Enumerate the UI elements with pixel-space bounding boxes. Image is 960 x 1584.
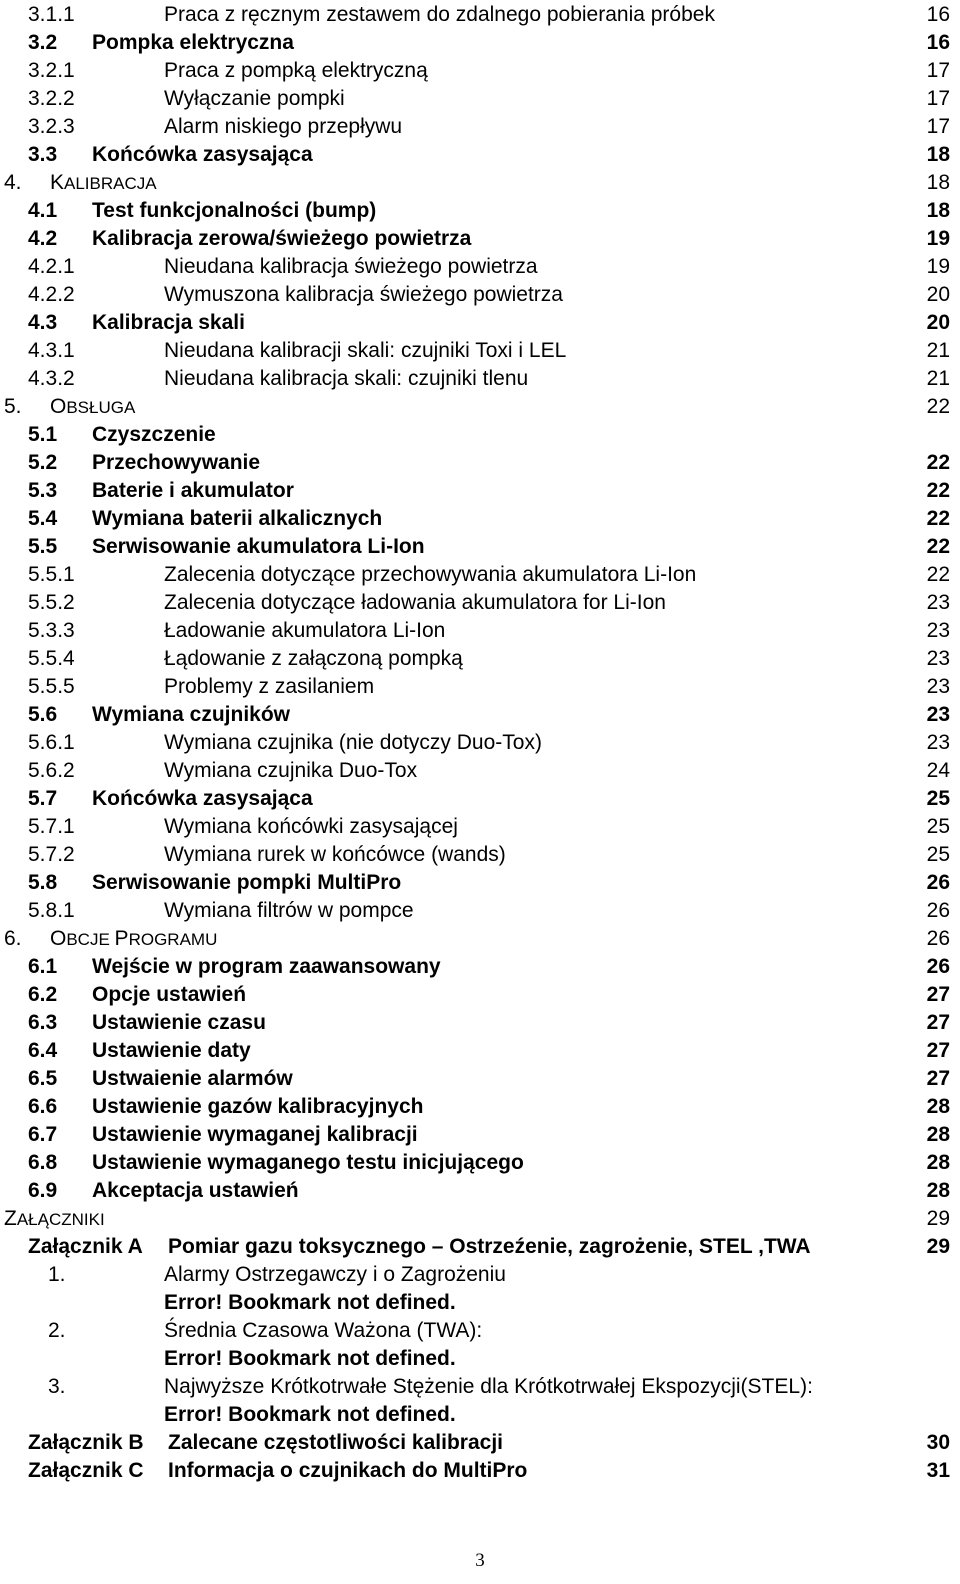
toc-entry-number: 6.1 <box>28 955 58 978</box>
toc-entry[interactable] <box>0 728 960 758</box>
toc-entry[interactable] <box>0 616 960 646</box>
toc-entry-title: Baterie i akumulator <box>92 479 294 502</box>
toc-entry-title: Wymiana końcówki zasysającej <box>164 815 458 838</box>
toc-entry[interactable] <box>0 1344 960 1374</box>
toc-entry[interactable] <box>0 756 960 786</box>
toc-entry-number: Załącznik C <box>28 1459 144 1482</box>
toc-entry[interactable] <box>0 812 960 842</box>
toc-entry-title: Wymiana czujnika (nie dotyczy Duo-Tox) <box>164 731 542 754</box>
toc-entry-page: 27 <box>926 1039 950 1062</box>
toc-entry-page: 21 <box>926 367 950 390</box>
toc-entry-page: 26 <box>926 927 950 950</box>
toc-entry-page: 28 <box>926 1151 950 1174</box>
toc-entry[interactable] <box>0 168 960 198</box>
toc-entry-number: 5.3.3 <box>28 619 75 642</box>
toc-entry-title: Praca z pompką elektryczną <box>164 59 428 82</box>
toc-entry-title: Wymiana czujnika Duo-Tox <box>164 759 418 782</box>
toc-entry-number: 5.7.2 <box>28 843 75 866</box>
toc-entry[interactable] <box>0 1400 960 1430</box>
toc-entry-number: 4.2.2 <box>28 283 75 306</box>
toc-entry-page: 27 <box>926 983 950 1006</box>
toc-entry-title: Opcje ustawień <box>92 983 247 1006</box>
toc-entry-title: Praca z ręcznym zestawem do zdalnego pobierania próbek <box>164 3 715 26</box>
toc-entry[interactable] <box>0 420 960 450</box>
toc-entry-page: 20 <box>926 311 950 334</box>
toc-entry[interactable] <box>0 1372 960 1402</box>
toc-entry-title: Serwisowanie pompki MultiPro <box>92 871 402 894</box>
toc-entry-page: 17 <box>926 115 950 138</box>
toc-entry-page: 18 <box>926 143 950 166</box>
toc-entry-number: 4.3.1 <box>28 339 75 362</box>
toc-entry-title: OBCJE PROGRAMU <box>50 927 218 950</box>
toc-entry-title: Wyłączanie pompki <box>164 87 345 110</box>
toc-entry[interactable] <box>0 1204 960 1234</box>
toc-entry-page: 16 <box>926 3 950 26</box>
toc-entry-title: Końcówka zasysająca <box>92 143 313 166</box>
toc-entry[interactable] <box>0 700 960 730</box>
toc-entry-number: 6.5 <box>28 1067 58 1090</box>
toc-entry[interactable] <box>0 588 960 618</box>
toc-entry-title: Ustawienie wymaganego testu inicjującego <box>92 1151 524 1174</box>
toc-entry[interactable] <box>0 1008 960 1038</box>
toc-entry-number: Załącznik A <box>28 1235 143 1258</box>
toc-entry-title: Nieudana kalibracji skali: czujniki Toxi i LEL <box>164 339 567 362</box>
toc-entry-number: 5.4 <box>28 507 58 530</box>
toc-entry-number: 3.2.3 <box>28 115 75 138</box>
toc-entry-number: 3.2.2 <box>28 87 75 110</box>
toc-entry-page: 18 <box>926 199 950 222</box>
toc-entry-page: 28 <box>926 1095 950 1118</box>
toc-entry-page: 17 <box>926 59 950 82</box>
toc-entry-page: 27 <box>926 1067 950 1090</box>
toc-entry[interactable] <box>0 280 960 310</box>
toc-entry-title: Łądowanie z załączoną pompką <box>164 647 463 670</box>
toc-entry-page: 23 <box>926 647 950 670</box>
toc-entry-number: 6.8 <box>28 1151 58 1174</box>
toc-entry-number: 6.3 <box>28 1011 58 1034</box>
toc-entry-number: 4.3.2 <box>28 367 75 390</box>
toc-entry-page: 16 <box>926 31 950 54</box>
toc-entry[interactable] <box>0 1120 960 1150</box>
toc-entry[interactable] <box>0 84 960 114</box>
toc-entry[interactable] <box>0 28 960 58</box>
toc-entry[interactable] <box>0 0 960 30</box>
toc-entry-title: Kalibracja skali <box>92 311 245 334</box>
toc-entry-page: 24 <box>926 759 950 782</box>
toc-entry-page: 20 <box>926 283 950 306</box>
toc-entry-number: 5.5 <box>28 535 58 558</box>
toc-entry-page: 22 <box>926 563 950 586</box>
toc-entry-title: Wejście w program zaawansowany <box>92 955 441 978</box>
toc-entry[interactable] <box>0 364 960 394</box>
toc-entry-page: 26 <box>926 871 950 894</box>
toc-entry[interactable] <box>0 1176 960 1206</box>
toc-entry[interactable] <box>0 56 960 86</box>
toc-entry-page: 22 <box>926 395 950 418</box>
toc-entry-title: Error! Bookmark not defined. <box>164 1347 456 1370</box>
toc-entry-title: Ustawienie daty <box>92 1039 251 1062</box>
toc-entry-title: Wymiana baterii alkalicznych <box>92 507 383 530</box>
toc-entry[interactable] <box>0 504 960 534</box>
toc-entry[interactable] <box>0 112 960 142</box>
toc-entry-number: 5.8.1 <box>28 899 75 922</box>
toc-entry[interactable] <box>0 1428 960 1458</box>
toc-entry[interactable] <box>0 476 960 506</box>
toc-entry-number: 4.2 <box>28 227 58 250</box>
toc-entry-title: Czyszczenie <box>92 423 216 446</box>
toc-entry-number: 6.4 <box>28 1039 58 1062</box>
toc-entry-title: Alarm niskiego przepływu <box>164 115 403 138</box>
toc-entry[interactable] <box>0 252 960 282</box>
toc-entry-number: 5.7.1 <box>28 815 75 838</box>
toc-entry-title: Ustawienie wymaganej kalibracji <box>92 1123 418 1146</box>
toc-entry-number: 6.2 <box>28 983 58 1006</box>
toc-entry-number: 5.8 <box>28 871 58 894</box>
toc-entry-title: ZAŁĄCZNIKI <box>4 1207 105 1230</box>
toc-entry-page: 19 <box>926 227 950 250</box>
toc-entry-number: 4.1 <box>28 199 58 222</box>
toc-entry-title: OBSŁUGA <box>50 395 136 418</box>
toc-entry-number: 6. <box>4 927 22 950</box>
toc-entry-title: Wymiana czujników <box>92 703 290 726</box>
toc-entry-page: 23 <box>926 703 950 726</box>
toc-entry-page: 23 <box>926 675 950 698</box>
toc-entry-number: 3.3 <box>28 143 58 166</box>
toc-entry-title: Pompka elektryczna <box>92 31 294 54</box>
toc-entry-number: 5.5.5 <box>28 675 75 698</box>
toc-entry-title: Zalecenia dotyczące przechowywania akumulatora Li-Ion <box>164 563 697 586</box>
toc-entry-page: 29 <box>926 1207 950 1230</box>
toc-entry-number: 5.2 <box>28 451 58 474</box>
toc-entry-number: 5.5.1 <box>28 563 75 586</box>
toc-entry-number: 5. <box>4 395 22 418</box>
toc-entry-title: Kalibracja zerowa/świeżego powietrza <box>92 227 472 250</box>
toc-entry-title: Problemy z zasilaniem <box>164 675 375 698</box>
toc-entry-page: 26 <box>926 899 950 922</box>
toc-entry[interactable] <box>0 448 960 478</box>
toc-entry-title: Test funkcjonalności (bump) <box>92 199 377 222</box>
toc-entry[interactable] <box>0 840 960 870</box>
toc-entry[interactable] <box>0 336 960 366</box>
toc-entry[interactable] <box>0 1092 960 1122</box>
toc-entry[interactable] <box>0 560 960 590</box>
toc-entry-number: 5.3 <box>28 479 58 502</box>
toc-entry-number: 3.1.1 <box>28 3 75 26</box>
toc-entry[interactable] <box>0 980 960 1010</box>
toc-entry-title: Zalecane częstotliwości kalibracji <box>168 1431 503 1454</box>
toc-entry-number: 5.6.2 <box>28 759 75 782</box>
toc-entry-number: 3.2.1 <box>28 59 75 82</box>
toc-entry-page: 19 <box>926 255 950 278</box>
toc-entry-number: 6.9 <box>28 1179 58 1202</box>
toc-entry-title: Przechowywanie <box>92 451 261 474</box>
toc-entry-title: Error! Bookmark not defined. <box>164 1291 456 1314</box>
toc-entry-page: 23 <box>926 731 950 754</box>
toc-entry[interactable] <box>0 1288 960 1318</box>
toc-entry-title: Informacja o czujnikach do MultiPro <box>168 1459 528 1482</box>
toc-entry-title: Ustawienie gazów kalibracyjnych <box>92 1095 424 1118</box>
toc-entry-page: 25 <box>926 815 950 838</box>
toc-entry[interactable] <box>0 224 960 254</box>
toc-entry-number: 5.6 <box>28 703 58 726</box>
toc-entry-page: 27 <box>926 1011 950 1034</box>
toc-entry-page: 26 <box>926 955 950 978</box>
toc-entry-page: 22 <box>926 479 950 502</box>
toc-entry[interactable] <box>0 896 960 926</box>
toc-entry-title: Error! Bookmark not defined. <box>164 1403 456 1426</box>
toc-entry[interactable] <box>0 924 960 954</box>
toc-entry-number: 5.1 <box>28 423 58 446</box>
toc-entry-number: 6.6 <box>28 1095 58 1118</box>
toc-entry[interactable] <box>0 1260 960 1290</box>
toc-entry[interactable] <box>0 1036 960 1066</box>
toc-entry-number: 5.5.2 <box>28 591 75 614</box>
toc-entry-title: Wymuszona kalibracja świeżego powietrza <box>164 283 563 306</box>
toc-entry[interactable] <box>0 672 960 702</box>
toc-entry[interactable] <box>0 644 960 674</box>
toc-entry-number: 4.2.1 <box>28 255 75 278</box>
toc-entry[interactable] <box>0 308 960 338</box>
toc-entry-page: 30 <box>926 1431 950 1454</box>
toc-entry-page: 23 <box>926 619 950 642</box>
toc-entry-number: 3. <box>48 1375 66 1398</box>
toc-entry[interactable] <box>0 1064 960 1094</box>
toc-entry-page: 25 <box>926 787 950 810</box>
toc-entry-number: 5.5.4 <box>28 647 75 670</box>
toc-entry-title: Wymiana rurek w końcówce (wands) <box>164 843 506 866</box>
toc-entry-title: Akceptacja ustawień <box>92 1179 299 1202</box>
toc-entry-title: Alarmy Ostrzegawczy i o Zagrożeniu <box>164 1263 506 1286</box>
toc-entry-page: 21 <box>926 339 950 362</box>
toc-entry[interactable] <box>0 140 960 170</box>
toc-entry-title: Końcówka zasysająca <box>92 787 313 810</box>
toc-entry-page: 28 <box>926 1179 950 1202</box>
toc-entry-number: 3.2 <box>28 31 58 54</box>
toc-entry-page: 22 <box>926 451 950 474</box>
toc-entry-title: Nieudana kalibracja skali: czujniki tlenu <box>164 367 529 390</box>
toc-entry-page: 17 <box>926 87 950 110</box>
toc-entry[interactable] <box>0 1232 960 1262</box>
toc-entry[interactable] <box>0 196 960 226</box>
toc-entry[interactable] <box>0 392 960 422</box>
toc-entry-page: 22 <box>926 507 950 530</box>
toc-entry-number: 5.6.1 <box>28 731 75 754</box>
toc-entry-number: 6.7 <box>28 1123 58 1146</box>
toc-entry-title: Najwyższe Krótkotrwałe Stężenie dla Krótkotrwałej Ekspozycji(STEL): <box>164 1375 813 1398</box>
toc-entry-number: 4.3 <box>28 311 58 334</box>
toc-entry[interactable] <box>0 952 960 982</box>
toc-entry-page: 29 <box>926 1235 950 1258</box>
toc-entry-title: Ustwaienie alarmów <box>92 1067 293 1090</box>
page-number: 3 <box>475 1550 485 1571</box>
toc-entry[interactable] <box>0 1456 960 1486</box>
toc-entry[interactable] <box>0 784 960 814</box>
toc-entry-title: Ładowanie akumulatora Li-Ion <box>164 619 446 642</box>
toc-entry-number: 1. <box>48 1263 66 1286</box>
toc-entry[interactable] <box>0 868 960 898</box>
toc-entry-page: 23 <box>926 591 950 614</box>
toc-entry-title: KALIBRACJA <box>50 171 157 194</box>
toc-entry-title: Średnia Czasowa Ważona (TWA): <box>164 1319 483 1342</box>
toc-entry-title: Serwisowanie akumulatora Li-Ion <box>92 535 425 558</box>
toc-entry-page: 25 <box>926 843 950 866</box>
toc-entry-title: Nieudana kalibracja świeżego powietrza <box>164 255 538 278</box>
toc-entry-page: 31 <box>926 1459 950 1482</box>
toc-entry-title: Zalecenia dotyczące ładowania akumulatora for Li-Ion <box>164 591 666 614</box>
toc-entry[interactable] <box>0 1316 960 1346</box>
toc-entry-title: Pomiar gazu toksycznego – Ostrzeźenie, zagrożenie, STEL ,TWA <box>168 1235 811 1258</box>
toc-entry[interactable] <box>0 1148 960 1178</box>
toc-entry-page: 18 <box>926 171 950 194</box>
toc-entry-number: 5.7 <box>28 787 58 810</box>
toc-entry-page: 22 <box>926 535 950 558</box>
toc-entry[interactable] <box>0 532 960 562</box>
toc-entry-number: 2. <box>48 1319 66 1342</box>
toc-entry-page: 28 <box>926 1123 950 1146</box>
toc-entry-title: Ustawienie czasu <box>92 1011 266 1034</box>
toc-entry-number: 4. <box>4 171 22 194</box>
toc-entry-title: Wymiana filtrów w pompce <box>164 899 414 922</box>
toc-entry-number: Załącznik B <box>28 1431 144 1454</box>
